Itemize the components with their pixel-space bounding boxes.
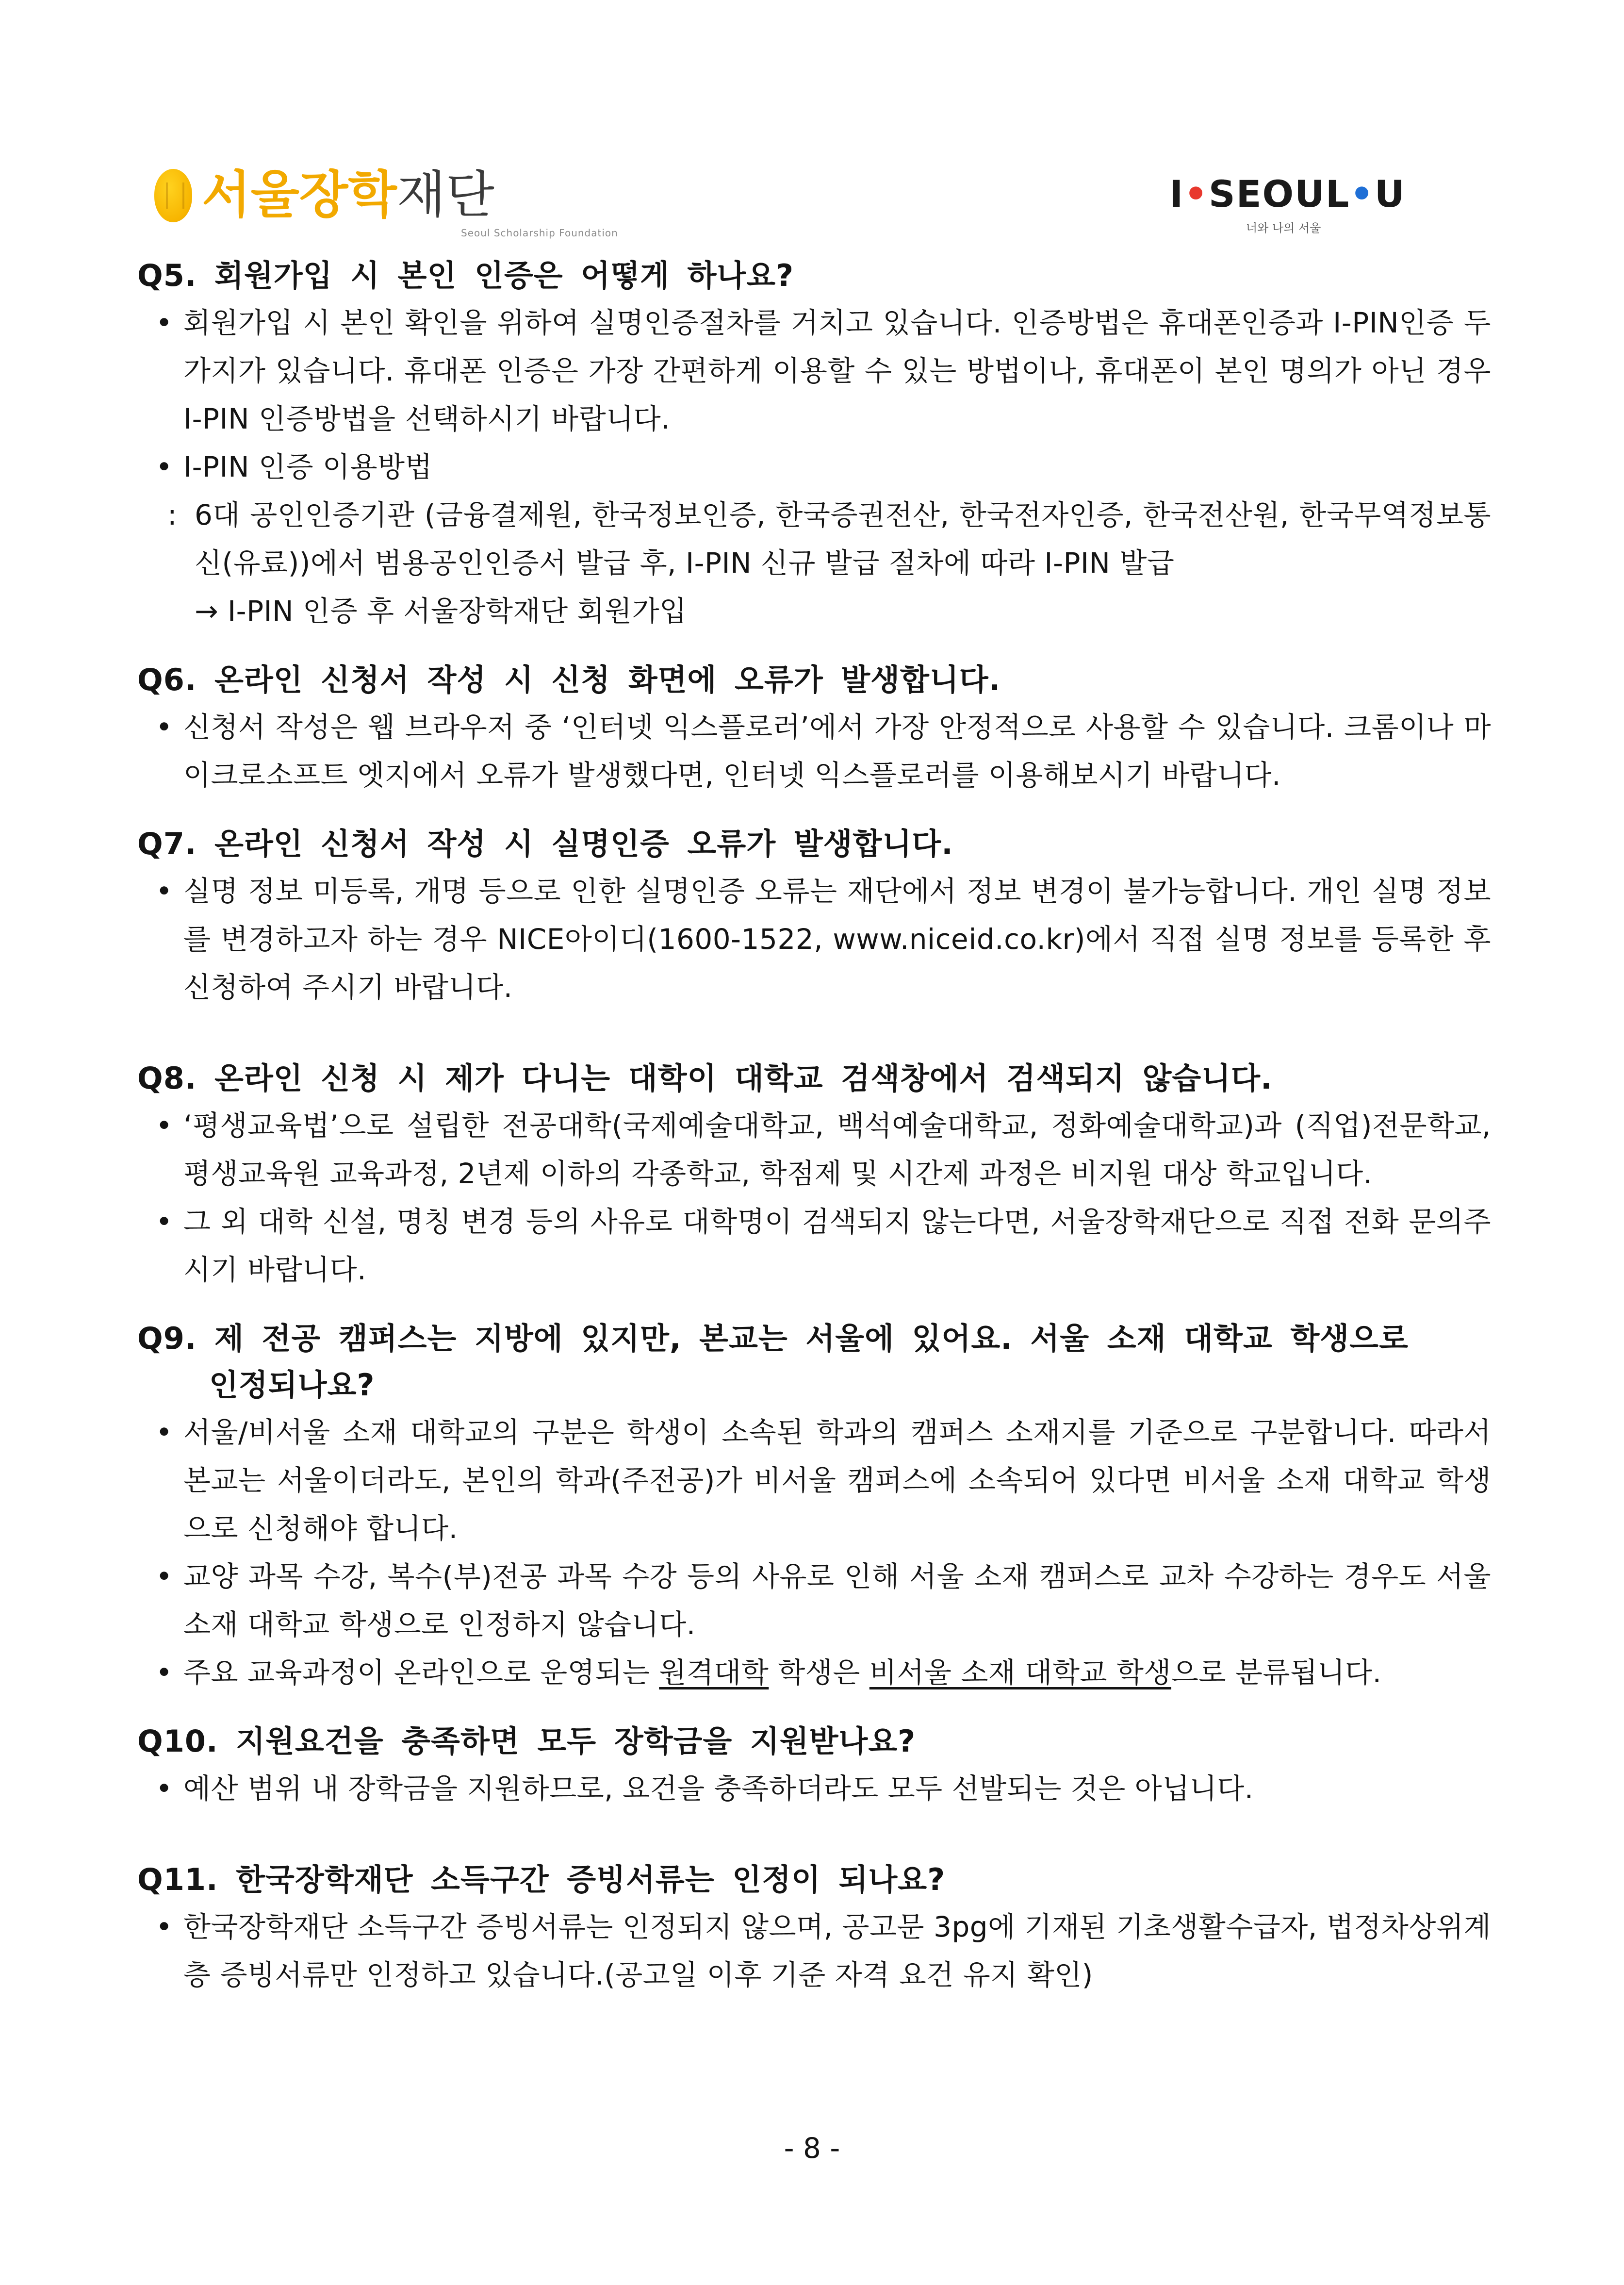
answer-item: • 회원가입 시 본인 확인을 위하여 실명인증절차를 거치고 있습니다. 인증방법은 휴대폰인증과 I-PIN인증 두 가지가 있습니다. 휴대폰 인증은 가장 간편하게 이용할 수 있는 방법이나, 휴대폰이 본인 명의가 아닌 경우 I-PIN 인증방법을 선택하시기 바랍니다. bbox=[137, 299, 1491, 443]
faq-q10 bbox=[137, 1718, 1491, 1813]
answer-list bbox=[137, 1765, 1491, 1813]
answer-item: • 서울/비서울 소재 대학교의 구분은 학생이 소속된 학과의 캠퍼스 소재지를 기준으로 구분합니다. 따라서 본교는 서울이더라도, 본인의 학과(주전공)가 비서울 캠퍼스에 소속되어 있다면 비서울 소재 대학교 학생으로 신청해야 합니다. bbox=[137, 1408, 1491, 1553]
bullet-icon: • bbox=[156, 450, 173, 483]
i-seoul-u-subtitle: 너와 나의 서울 bbox=[1246, 221, 1321, 235]
answer-item: • 예산 범위 내 장학금을 지원하므로, 요건을 충족하더라도 모두 선발되는 것은 아닙니다. bbox=[137, 1765, 1491, 1813]
bullet-icon: • bbox=[156, 1560, 173, 1593]
foundation-tagline: Seoul Scholarship Foundation bbox=[461, 227, 618, 239]
answer-list bbox=[137, 703, 1491, 799]
bullet-icon: • bbox=[156, 306, 173, 339]
i-seoul-u-logo bbox=[1169, 172, 1422, 240]
answer-list bbox=[137, 867, 1491, 1011]
question-title: Q8. 온라인 신청 시 제가 다니는 대학이 대학교 검색창에서 검색되지 않습니다. bbox=[137, 1060, 1273, 1096]
faq-q7 bbox=[137, 821, 1491, 1011]
underlined-term: 비서울 소재 대학교 학생 bbox=[869, 1656, 1171, 1689]
ipin-method-result: → I-PIN 인증 후 서울장학재단 회원가입 bbox=[195, 595, 687, 628]
bullet-icon: • bbox=[156, 1910, 173, 1943]
answer-list bbox=[137, 1903, 1491, 1999]
faq-q9 bbox=[137, 1315, 1491, 1697]
question-title: Q6. 온라인 신청서 작성 시 신청 화면에 오류가 발생합니다. bbox=[137, 662, 1001, 697]
answer-item: • 신청서 작성은 웹 브라우저 중 ‘인터넷 익스플로러’에서 가장 안정적으로 사용할 수 있습니다. 크롬이나 마이크로소프트 엣지에서 오류가 발생했다면, 인터넷 익스플로러를 이용해보시기 바랍니다. bbox=[137, 703, 1491, 799]
underlined-term: 원격대학 bbox=[659, 1656, 769, 1689]
question-title: Q5. 회원가입 시 본인 인증은 어떻게 하나요? bbox=[137, 258, 794, 293]
answer-item: • I-PIN 인증 이용방법 bbox=[137, 443, 1491, 491]
faq-q5 bbox=[137, 252, 1491, 635]
bullet-icon: • bbox=[156, 1109, 173, 1142]
answer-item: • 주요 교육과정이 온라인으로 운영되는 원격대학 학생은 비서울 소재 대학교 학생으로 분류됩니다. bbox=[137, 1649, 1491, 1697]
answer-list bbox=[137, 299, 1491, 491]
answer-item: • 그 외 대학 신설, 명칭 변경 등의 사유로 대학명이 검색되지 않는다면, 서울장학재단으로 직접 전화 문의주시기 바랍니다. bbox=[137, 1198, 1491, 1294]
answer-item: • 교양 과목 수강, 복수(부)전공 과목 수강 등의 사유로 인해 서울 소재 캠퍼스로 교차 수강하는 경우도 서울 소재 대학교 학생으로 인정하지 않습니다. bbox=[137, 1553, 1491, 1649]
question-title: Q9. 제 전공 캠퍼스는 지방에 있지만, 본교는 서울에 있어요. 서울 소재 대학교 학생으로 인정되나요? bbox=[137, 1321, 1409, 1403]
question-title: Q7. 온라인 신청서 작성 시 실명인증 오류가 발생합니다. bbox=[137, 826, 953, 861]
bullet-icon: • bbox=[156, 1772, 173, 1805]
question-title: Q10. 지원요건을 충족하면 모두 장학금을 지원받나요? bbox=[137, 1723, 916, 1759]
seoul-scholarship-foundation-logo bbox=[154, 154, 618, 242]
foundation-name: 서울장학재단 bbox=[202, 165, 494, 224]
faq-content bbox=[137, 252, 1491, 1999]
bullet-icon: • bbox=[156, 711, 173, 744]
bullet-icon: • bbox=[156, 1656, 173, 1689]
faq-q8 bbox=[137, 1055, 1491, 1294]
bullet-icon: • bbox=[156, 1205, 173, 1238]
ipin-method-detail: : 6대 공인인증기관 (금융결제원, 한국정보인증, 한국증권전산, 한국전자인증, 한국전산원, 한국무역정보통신(유료))에서 범용공인인증서 발급 후, I-PIN 신규 발급 절차에 따라 I-PIN 발급 bbox=[167, 498, 1491, 580]
answer-item: • ‘평생교육법’으로 설립한 전공대학(국제예술대학교, 백석예술대학교, 정화예술대학교)과 (직업)전문학교, 평생교육원 교육과정, 2년제 이하의 각종학교, 학점제 및 시간제 과정은 비지원 대상 학교입니다. bbox=[137, 1102, 1491, 1198]
question-title: Q11. 한국장학재단 소득구간 증빙서류는 인정이 되나요? bbox=[137, 1862, 946, 1897]
answer-list bbox=[137, 1102, 1491, 1294]
answer-item: • 실명 정보 미등록, 개명 등으로 인한 실명인증 오류는 재단에서 정보 변경이 불가능합니다. 개인 실명 정보를 변경하고자 하는 경우 NICE아이디(1600-1522, www.niceid.co.kr)에서 직접 실명 정보를 등록한 후 신청하여 주시기 바랍니다. bbox=[137, 867, 1491, 1011]
i-seoul-u-wordmark: I•SEOUL•U bbox=[1169, 172, 1406, 215]
faq-q6 bbox=[137, 657, 1491, 799]
foundation-seal-icon bbox=[154, 169, 192, 222]
bullet-icon: • bbox=[156, 1416, 173, 1449]
page-number: - 8 - bbox=[784, 2132, 840, 2165]
answer-item: • 한국장학재단 소득구간 증빙서류는 인정되지 않으며, 공고문 3pg에 기재된 기초생활수급자, 법정차상위계층 증빙서류만 인정하고 있습니다.(공고일 이후 기준 자격 요건 유지 확인) bbox=[137, 1903, 1491, 1999]
bullet-icon: • bbox=[156, 875, 173, 908]
answer-list bbox=[137, 1408, 1491, 1697]
faq-q11 bbox=[137, 1856, 1491, 1999]
